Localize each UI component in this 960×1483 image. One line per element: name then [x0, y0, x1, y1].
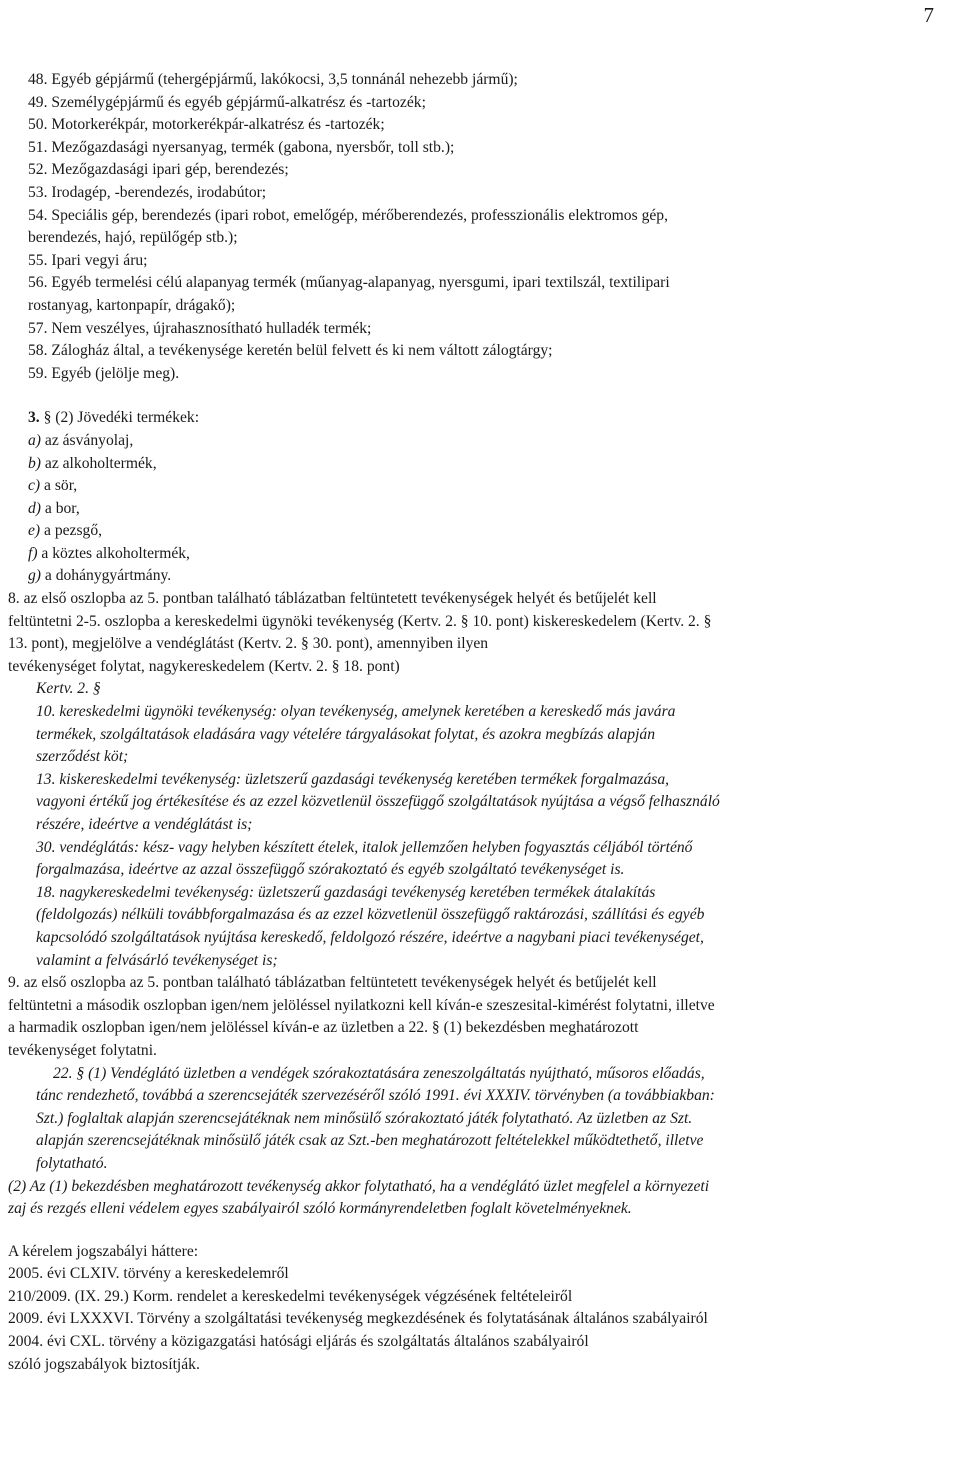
- excise-item: b) az alkoholtermék,: [28, 454, 157, 472]
- list-item: 56. Egyéb termelési célú alapanyag termék (műanyag-alapanyag, nyersgumi, ipari textilszál, textilipari: [28, 274, 670, 292]
- product-list: [8, 69, 958, 385]
- definition-line: 10. kereskedelmi ügynöki tevékenység: olyan tevékenység, amelynek keretében a kereskedő más javára: [36, 703, 676, 721]
- paragraph-22-subsection-2: [8, 1176, 958, 1221]
- paragraph-line: feltüntetni a második oszlopban igen/nem jelöléssel nyilatkozni kell kíván-e szeszesital-kimérést folytatni, illetve: [8, 996, 715, 1014]
- paragraph-line: alapján szerencsejátéknak minősülő játék csak az Szt.-ben meghatározott feltételekkel működtethető, illetve: [36, 1132, 704, 1150]
- paragraph-line: (2) Az (1) bekezdésben meghatározott tevékenység akkor folytatható, ha a vendéglátó üzlet megfelel a környezeti: [8, 1177, 710, 1195]
- definition-line: 13. kiskereskedelmi tevékenység: üzletszerű gazdasági tevékenység keretében termékek forgalmazása,: [36, 770, 670, 788]
- legal-reference: 2009. évi LXXXVI. Törvény a szolgáltatási tevékenység megkezdésének és folytatásának általános szabályairól: [8, 1310, 708, 1328]
- excise-item: g) a dohánygyártmány.: [28, 567, 172, 585]
- point-9: [8, 972, 958, 1062]
- definition-line: részére, ideértve a vendéglátást is;: [36, 816, 253, 833]
- definition-line: vagyoni értékű jog értékesítése és az ezzel közvetlenül összefüggő szolgáltatások nyújtása a végső felhasználó: [36, 793, 720, 811]
- list-item: berendezés, hajó, repülőgép stb.);: [28, 229, 238, 247]
- excise-item: f) a köztes alkoholtermék,: [28, 544, 190, 562]
- list-item: 52. Mezőgazdasági ipari gép, berendezés;: [28, 161, 289, 179]
- legal-reference: 2005. évi CLXIV. törvény a kereskedelemről: [8, 1265, 289, 1283]
- excise-item: c) a sör,: [28, 477, 78, 495]
- excise-item: e) a pezsgő,: [28, 522, 103, 540]
- definition-line: 30. vendéglátás: kész- vagy helyben készített ételek, italok jellemzően helyben fogyasztás céljából történő: [36, 838, 693, 856]
- legal-reference: 210/2009. (IX. 29.) Korm. rendelet a kereskedelmi tevékenységek végzésének feltételeiről: [8, 1287, 573, 1305]
- section-heading: [8, 407, 958, 430]
- excise-products-section: [8, 407, 958, 588]
- list-item: 51. Mezőgazdasági nyersanyag, termék (gabona, nyersbőr, toll stb.);: [28, 138, 455, 156]
- definitions: [8, 701, 958, 972]
- excise-item: d) a bor,: [28, 499, 80, 517]
- list-item: 50. Motorkerékpár, motorkerékpár-alkatrész és -tartozék;: [28, 116, 385, 134]
- paragraph-22: [8, 1063, 958, 1176]
- definition-line: forgalmazása, ideértve az azzal összefüggő szórakoztató és egyéb szolgáltató tevékenységet is.: [36, 861, 625, 879]
- definition-line: valamint a felvásárló tevékenységet is;: [36, 951, 278, 969]
- legal-background: [8, 1241, 958, 1377]
- definition-line: 18. nagykereskedelmi tevékenység: üzletszerű gazdasági tevékenység keretében termékek átalakítás: [36, 883, 656, 901]
- list-item: 58. Zálogház által, a tevékenysége keretén belül felvett és ki nem váltott zálogtárgy;: [28, 342, 553, 360]
- paragraph-line: 8. az első oszlopba az 5. pontban található táblázatban feltüntetett tevékenységek helyét és betűjelét kell: [8, 590, 657, 608]
- point-8: [8, 588, 958, 678]
- excise-item: a) az ásványolaj,: [28, 431, 134, 449]
- kertv-reference: Kertv. 2. §: [36, 680, 101, 698]
- list-item: 49. Személygépjármű és egyéb gépjármű-alkatrész és -tartozék;: [28, 93, 426, 111]
- legal-reference: 2004. évi CXL. törvény a közigazgatási hatósági eljárás és szolgáltatás általános szabályairól: [8, 1333, 589, 1351]
- list-item: 54. Speciális gép, berendezés (ipari robot, emelőgép, mérőberendezés, professzionális elektromos gép,: [28, 206, 668, 224]
- list-item: rostanyag, kartonpapír, drágakő);: [28, 296, 236, 314]
- paragraph-line: 9. az első oszlopba az 5. pontban található táblázatban feltüntetett tevékenységek helyét és betűjelét kell: [8, 974, 657, 992]
- list-item: 48. Egyéb gépjármű (tehergépjármű, lakókocsi, 3,5 tonnánál nehezebb jármű);: [28, 71, 518, 88]
- paragraph-line: zaj és rezgés elleni védelem egyes szabályairól szóló kormányrendeletben foglalt követelményeknek.: [8, 1200, 632, 1218]
- list-item: 55. Ipari vegyi áru;: [28, 251, 148, 269]
- document-body: [8, 69, 958, 1376]
- paragraph-line: tevékenységet folytatni.: [8, 1041, 157, 1059]
- paragraph-line: folytatható.: [36, 1154, 108, 1172]
- paragraph-line: tevékenységet folytat, nagykereskedelem (Kertv. 2. § 18. pont): [8, 657, 400, 675]
- paragraph-line: 13. pont), megjelölve a vendéglátást (Kertv. 2. § 30. pont), amennyiben ilyen: [8, 635, 489, 653]
- list-item: 57. Nem veszélyes, újrahasznosítható hulladék termék;: [28, 319, 372, 337]
- paragraph-line: feltüntetni 2-5. oszlopba a kereskedelmi ügynöki tevékenység (Kertv. 2. § 10. pont) kiskereskedelem (Kertv. 2. §: [8, 612, 712, 630]
- legal-reference: szóló jogszabályok biztosítják.: [8, 1355, 200, 1373]
- definition-line: (feldolgozás) nélküli továbbforgalmazása és az ezzel közvetlenül összefüggő raktározási, szállítási és egyéb: [36, 906, 705, 924]
- list-item: 53. Irodagép, -berendezés, irodabútor;: [28, 183, 267, 201]
- section-number: 3.: [28, 409, 40, 427]
- definition-line: termékek, szolgáltatások eladására vagy vételére tárgyalásokat folytat, és azokra megbízás alapján: [36, 725, 656, 743]
- list-item: 59. Egyéb (jelölje meg).: [28, 364, 180, 382]
- paragraph-line: 22. § (1) Vendéglátó üzletben a vendégek szórakoztatására zeneszolgáltatás nyújtható, műsoros előadás,: [53, 1064, 705, 1082]
- legal-background-title: A kérelem jogszabályi háttere:: [8, 1242, 199, 1260]
- page-number: 7: [923, 3, 934, 27]
- paragraph-line: Szt.) foglaltak alapján szerencsejátéknak nem minősülő szórakoztató játék folytatható. Az üzletben az Szt.: [36, 1109, 693, 1127]
- paragraph-line: a harmadik oszlopban igen/nem jelöléssel kíván-e az üzletben a 22. § (1) bekezdésben meghatározott: [8, 1019, 639, 1037]
- definition-line: kapcsolódó szolgáltatások nyújtása kereskedő, feldolgozó részére, ideértve a nagybani piaci tevékenységet,: [36, 928, 704, 946]
- section-heading-text: § (2) Jövedéki termékek:: [43, 409, 200, 427]
- definition-line: szerződést köt;: [36, 748, 129, 766]
- paragraph-line: tánc rendezhető, továbbá a szerencsejáték szervezéséről szóló 1991. évi XXXIV. törvényben (a továbbiakban:: [36, 1087, 715, 1105]
